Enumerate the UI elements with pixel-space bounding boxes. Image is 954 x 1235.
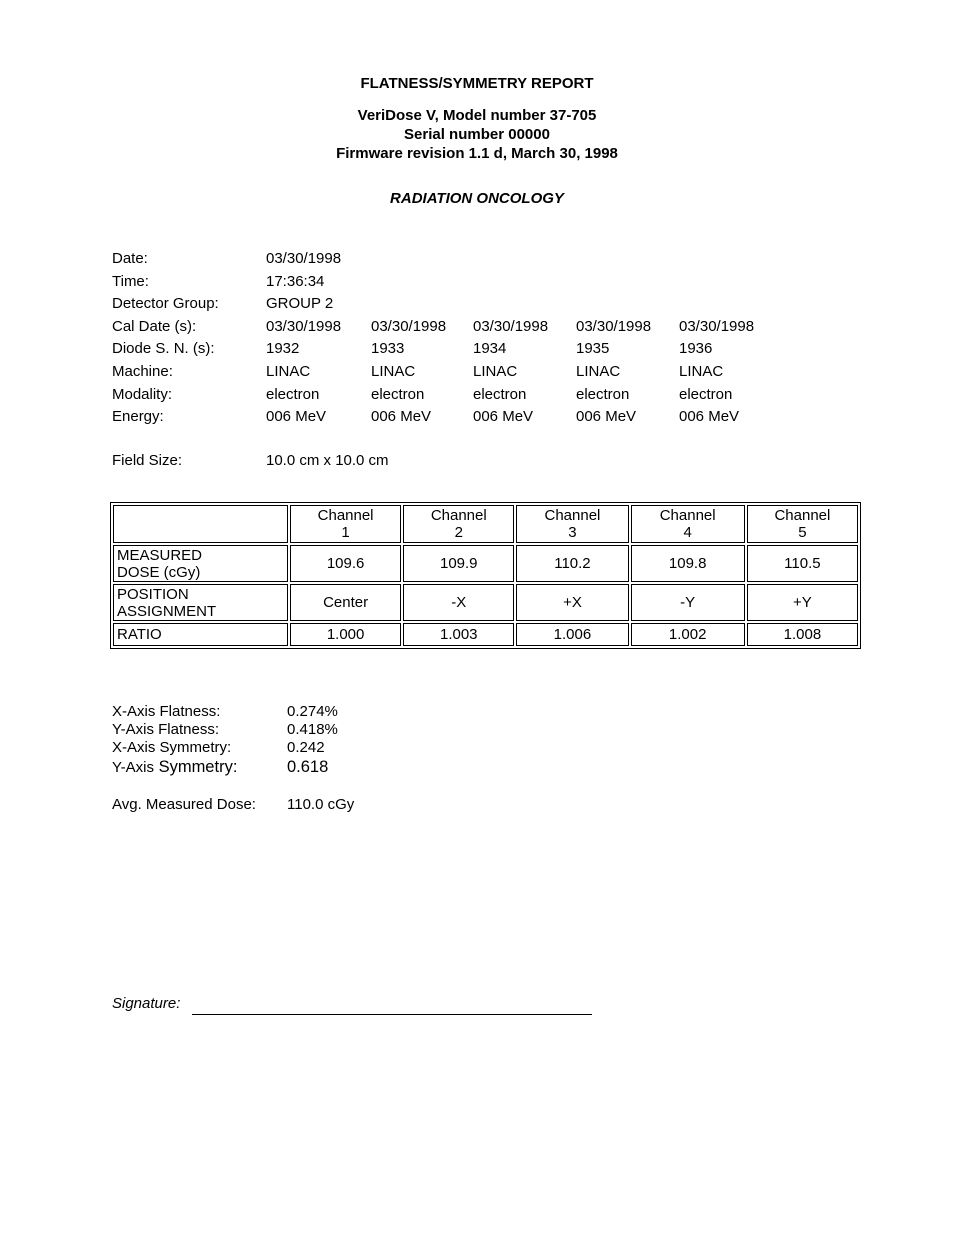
y-symmetry-value: 0.618	[287, 758, 329, 776]
diode-sn-value: 1932	[266, 340, 300, 358]
dose-cell: 109.9	[403, 545, 514, 582]
diode-sn-value: 1936	[679, 340, 713, 358]
position-cell: +Y	[747, 584, 858, 621]
energy-value: 006 MeV	[473, 408, 534, 426]
position-cell: -X	[403, 584, 514, 621]
y-flatness-value: 0.418%	[287, 721, 338, 738]
ratio-cell: 1.006	[516, 623, 628, 646]
time-label: Time:	[112, 272, 149, 290]
energy-value: 006 MeV	[371, 408, 432, 426]
modality-value: electron	[371, 385, 425, 403]
dose-cell: 110.2	[516, 545, 628, 582]
field-size-label: Field Size:	[112, 452, 183, 469]
channel-header: Channel 5	[747, 505, 858, 543]
ratio-cell: 1.008	[747, 623, 858, 646]
dose-cell: 109.8	[631, 545, 745, 582]
ratio-cell: 1.003	[403, 623, 514, 646]
machine-value: LINAC	[679, 362, 724, 380]
x-flatness-row	[112, 703, 512, 721]
position-cell: +X	[516, 584, 628, 621]
firmware-revision: Firmware revision 1.1 d, March 30, 1998	[336, 145, 618, 162]
modality-value: electron	[473, 385, 527, 403]
table-header-row	[113, 505, 858, 543]
energy-label: Energy:	[112, 408, 164, 426]
y-flatness-label: Y-Axis Flatness:	[112, 721, 219, 738]
x-flatness-label: X-Axis Flatness:	[112, 703, 221, 720]
summary-stats	[112, 703, 512, 814]
department-name: RADIATION ONCOLOGY	[390, 190, 564, 207]
empty-header-cell	[113, 505, 288, 543]
channel-header: Channel 3	[516, 505, 628, 543]
machine-value: LINAC	[576, 362, 621, 380]
cal-date-label: Cal Date (s):	[112, 317, 197, 335]
diode-sn-value: 1934	[473, 340, 507, 358]
report-title: FLATNESS/SYMMETRY REPORT	[360, 75, 594, 92]
signature-label: Signature:	[112, 995, 181, 1012]
y-symmetry-label: Y-Axis Symmetry:	[112, 758, 238, 776]
device-model: VeriDose V, Model number 37-705	[357, 107, 597, 124]
cal-date-value: 03/30/1998	[266, 317, 342, 335]
field-size-value: 10.0 cm x 10.0 cm	[266, 452, 389, 469]
dose-cell: 109.6	[290, 545, 401, 582]
machine-label: Machine:	[112, 362, 173, 380]
time-value: 17:36:34	[266, 272, 325, 290]
position-cell: Center	[290, 584, 401, 621]
cal-date-value: 03/30/1998	[371, 317, 447, 335]
detector-group-label: Detector Group:	[112, 295, 219, 313]
x-flatness-value: 0.274%	[287, 703, 338, 720]
cal-date-value: 03/30/1998	[576, 317, 652, 335]
modality-value: electron	[576, 385, 630, 403]
diode-sn-label: Diode S. N. (s):	[112, 340, 215, 358]
cal-date-value: 03/30/1998	[679, 317, 755, 335]
date-label: Date:	[112, 250, 148, 267]
device-info	[0, 106, 954, 163]
avg-dose-label: Avg. Measured Dose:	[112, 796, 256, 813]
machine-value: LINAC	[371, 362, 416, 380]
position-cell: -Y	[631, 584, 745, 621]
diode-sn-value: 1935	[576, 340, 610, 358]
channel-table	[110, 502, 861, 649]
x-symmetry-label: X-Axis Symmetry:	[112, 739, 232, 756]
energy-value: 006 MeV	[266, 408, 327, 426]
table-row	[113, 545, 858, 582]
energy-value: 006 MeV	[576, 408, 637, 426]
machine-value: LINAC	[473, 362, 518, 380]
y-flatness-row	[112, 721, 512, 739]
modality-value: electron	[266, 385, 320, 403]
ratio-cell: 1.002	[631, 623, 745, 646]
serial-number: Serial number 00000	[404, 126, 550, 143]
modality-label: Modality:	[112, 385, 173, 403]
x-symmetry-value: 0.242	[287, 739, 325, 756]
channel-header: Channel 4	[631, 505, 745, 543]
table-row	[113, 584, 858, 621]
position-assignment-label: POSITION ASSIGNMENT	[113, 584, 288, 621]
detector-group-value: GROUP 2	[266, 295, 334, 313]
date-value: 03/30/1998	[266, 250, 342, 267]
avg-dose-value: 110.0 cGy	[287, 796, 355, 813]
ratio-cell: 1.000	[290, 623, 401, 646]
ratio-label: RATIO	[113, 623, 288, 646]
table-row	[113, 623, 858, 646]
diode-sn-value: 1933	[371, 340, 405, 358]
dose-cell: 110.5	[747, 545, 858, 582]
channel-header: Channel 1	[290, 505, 401, 543]
avg-dose-row	[112, 796, 512, 814]
cal-date-value: 03/30/1998	[473, 317, 549, 335]
channel-header: Channel 2	[403, 505, 514, 543]
x-symmetry-row	[112, 739, 512, 757]
modality-value: electron	[679, 385, 733, 403]
measured-dose-label: MEASURED DOSE (cGy)	[113, 545, 288, 582]
field-size-row	[112, 450, 712, 472]
y-symmetry-row	[112, 757, 512, 777]
signature-line[interactable]	[192, 1014, 592, 1015]
energy-value: 006 MeV	[679, 408, 740, 426]
machine-value: LINAC	[266, 362, 311, 380]
